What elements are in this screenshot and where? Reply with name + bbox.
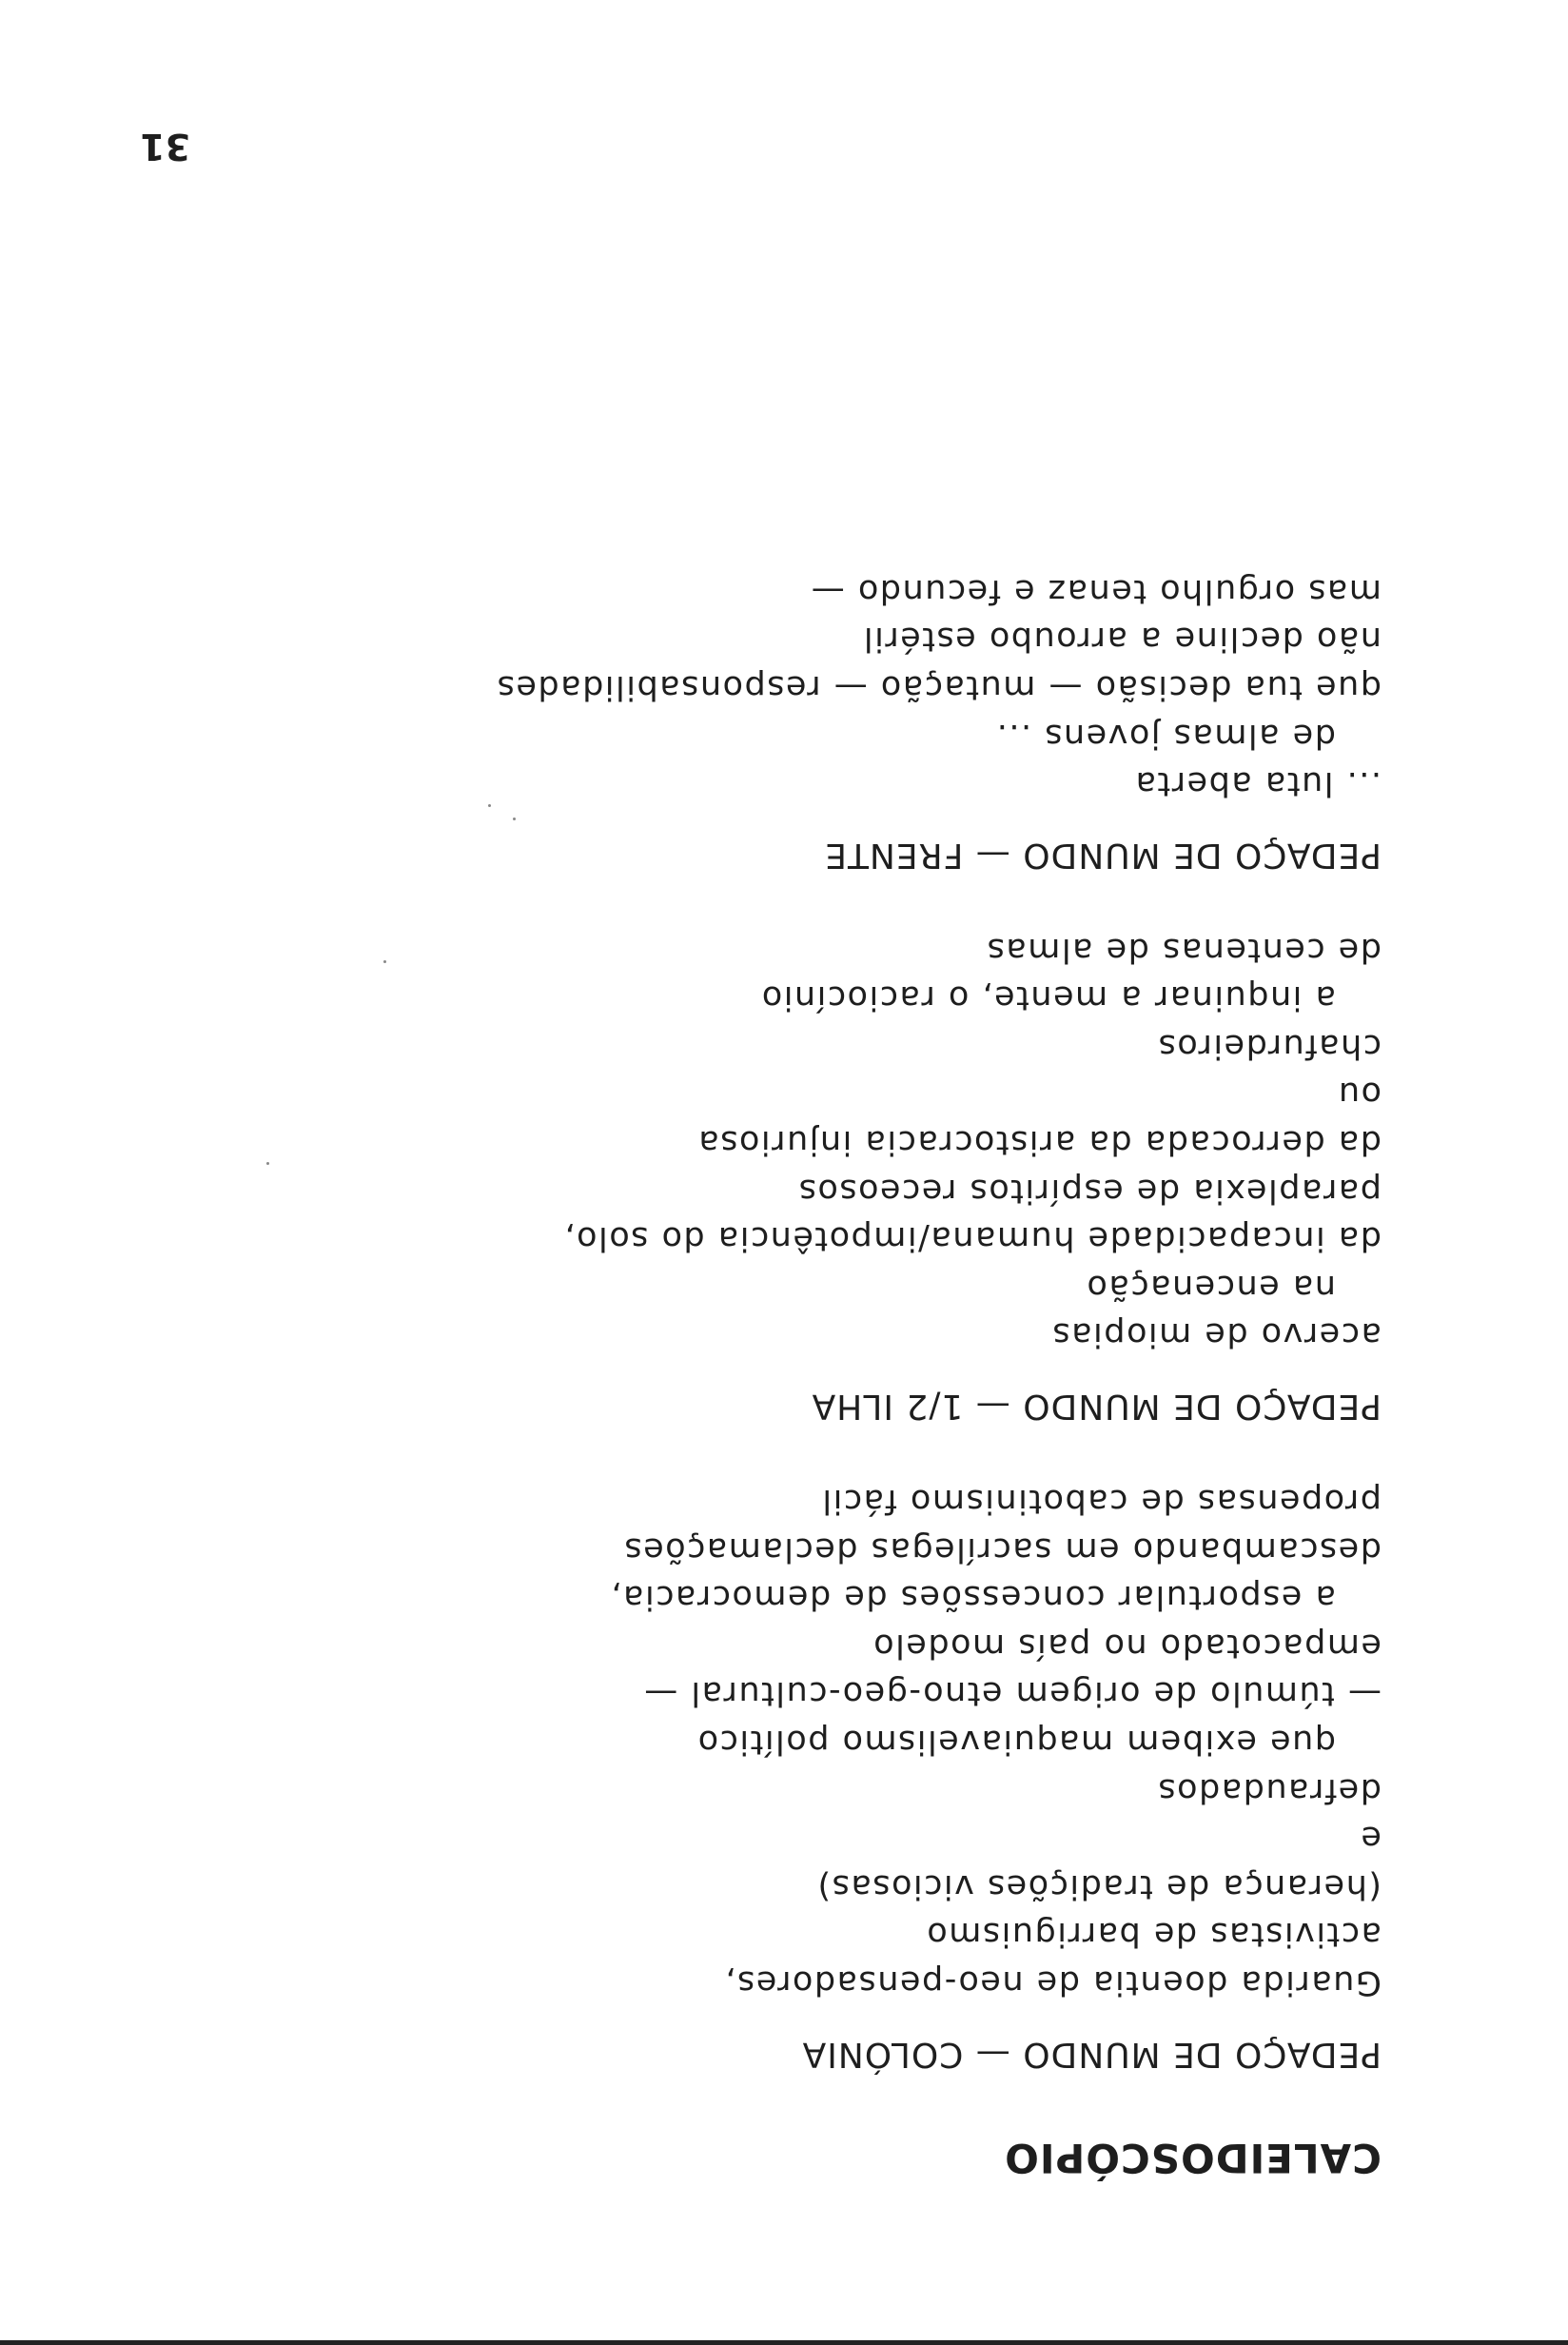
poem-line: propensas de cabotinismo fácil: [820, 1482, 1382, 1521]
poem-line: na encenação: [1086, 1267, 1336, 1306]
poem-line: a inquinar a mente, o raciocínio: [760, 978, 1336, 1017]
poem-line: (herança de tradições viciosas): [815, 1866, 1382, 1905]
poem-section: [183, 1476, 1382, 2077]
poem-line: da incapacidade humana/impotência do solo,: [563, 1219, 1382, 1258]
poem-title: CALEIDOSCÓPIO: [1004, 2135, 1382, 2181]
poem-line: e: [1359, 1819, 1382, 1858]
poem-line: Guarida doentia de neo-pensadores,: [723, 1963, 1382, 2001]
poem-line: empacotado no país modelo: [872, 1626, 1382, 1665]
poem-line: activistas de barriguismo: [925, 1915, 1382, 1954]
poem-line: mas orgulho tenaz e fecundo —: [810, 571, 1382, 610]
paper-speck: [488, 804, 491, 807]
poem-section: [183, 925, 1382, 1429]
poem-line: de centenas de almas: [986, 930, 1382, 969]
paper-speck: [266, 1162, 269, 1165]
page-number: 31: [140, 126, 190, 168]
paper-speck: [513, 818, 516, 820]
poem-line: acervo de miopias: [1050, 1315, 1382, 1354]
poem-line: ... luta aberta: [1134, 764, 1382, 803]
poem-section: [183, 566, 1382, 877]
section-heading: PEDAÇO DE MUNDO — FRENTE: [824, 836, 1382, 876]
section-gap: [183, 1429, 1382, 1476]
poem-sections: [183, 566, 1382, 2077]
section-gap: [183, 877, 1382, 925]
paper-speck: [383, 960, 386, 963]
section-heading: PEDAÇO DE MUNDO — COLÓNIA: [801, 2035, 1382, 2074]
poem-line: a esportular concessões de democracia,: [609, 1578, 1336, 1617]
poem: [183, 566, 1382, 2181]
poem-line: que exibem maquiavelismo político: [696, 1723, 1336, 1762]
poem-line: de almas jovens ...: [995, 716, 1336, 755]
page-edge-line: [0, 2340, 1568, 2345]
poem-line: da derrocada da aristocracia injuriosa: [696, 1123, 1382, 1162]
poem-line: descambando em sacrílegas declamações: [622, 1529, 1382, 1568]
poem-line: ou: [1337, 1074, 1382, 1113]
poem-line: chafurdeiros: [1157, 1026, 1382, 1065]
poem-line: não decline a arroubo estéril: [862, 620, 1382, 659]
poem-line: paraplexia de espíritos receosos: [797, 1171, 1382, 1210]
poem-line: — túmulo de origem etno-geo-cultural —: [642, 1674, 1382, 1713]
poem-line: defraudados: [1156, 1770, 1382, 1809]
section-heading: PEDAÇO DE MUNDO — 1/2 ILHA: [811, 1387, 1382, 1427]
poem-line: que tua decisão — mutação — responsabilidades: [496, 667, 1382, 706]
